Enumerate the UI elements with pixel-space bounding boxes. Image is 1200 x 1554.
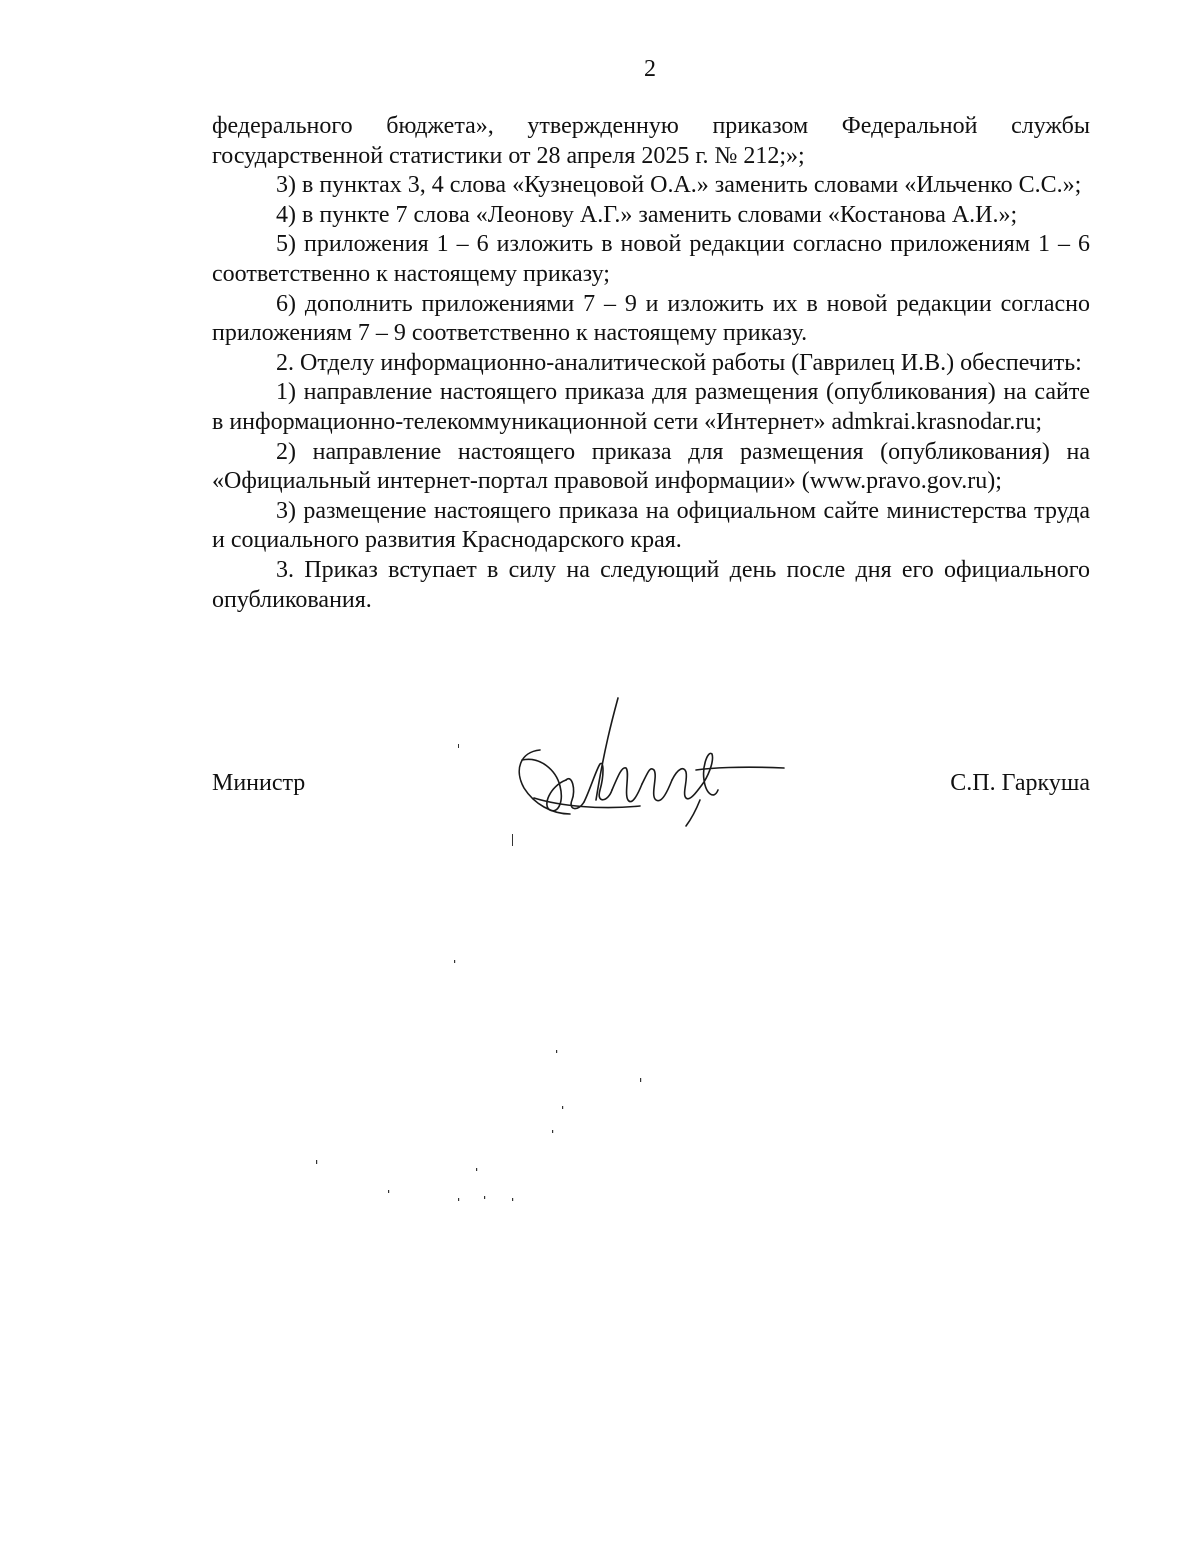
paragraph-item-5: 5) приложения 1 – 6 изложить в новой редакции согласно приложениям 1 – 6 соответственно к настоящему приказу; xyxy=(212,231,1090,287)
paragraph-item-4: 4) в пункте 7 слова «Леонову А.Г.» заменить словами «Костанова А.И.»; xyxy=(276,201,1018,228)
paragraph-section-3: 3. Приказ вступает в силу на следующий день после дня его официального опубликования. xyxy=(212,556,1090,613)
paragraph-section-2-item-3: 3) размещение настоящего приказа на официальном сайте министерства труда и социального развития Краснодарского края. xyxy=(212,497,1090,554)
page-number: 2 xyxy=(644,56,656,82)
paragraph-section-2-item-2: 2) направление настоящего приказа для размещения (опубликования) на «Официальный интернет-портал правовой информации» (www.pravo.gov.ru); xyxy=(212,438,1090,495)
paragraph-item-3: 3) в пунктах 3, 4 слова «Кузнецовой О.А.» заменить словами «Ильченко С.С.»; xyxy=(276,172,1082,199)
signatory-title: Министр xyxy=(212,770,306,796)
signatory-name: С.П. Гаркуша xyxy=(950,770,1090,796)
paragraph-section-2: 2. Отделу информационно-аналитической работы (Гаврилец И.В.) обеспечить: xyxy=(276,349,1082,376)
paragraph-section-2-item-1: 1) направление настоящего приказа для размещения (опубликования) на сайте в информационно-телекоммуникационной сети «Интернет» admkrai.krasnodar.ru; xyxy=(212,379,1090,435)
paragraph-item-6: 6) дополнить приложениями 7 – 9 и изложить их в новой редакции согласно приложениям 7 – 9 соответственно к настоящему приказу. xyxy=(212,290,1090,347)
paragraph-continuation: федерального бюджета», утвержденную приказом Федеральной службы государственной статистики от 28 апреля 2025 г. № 212;»; xyxy=(212,113,1090,169)
